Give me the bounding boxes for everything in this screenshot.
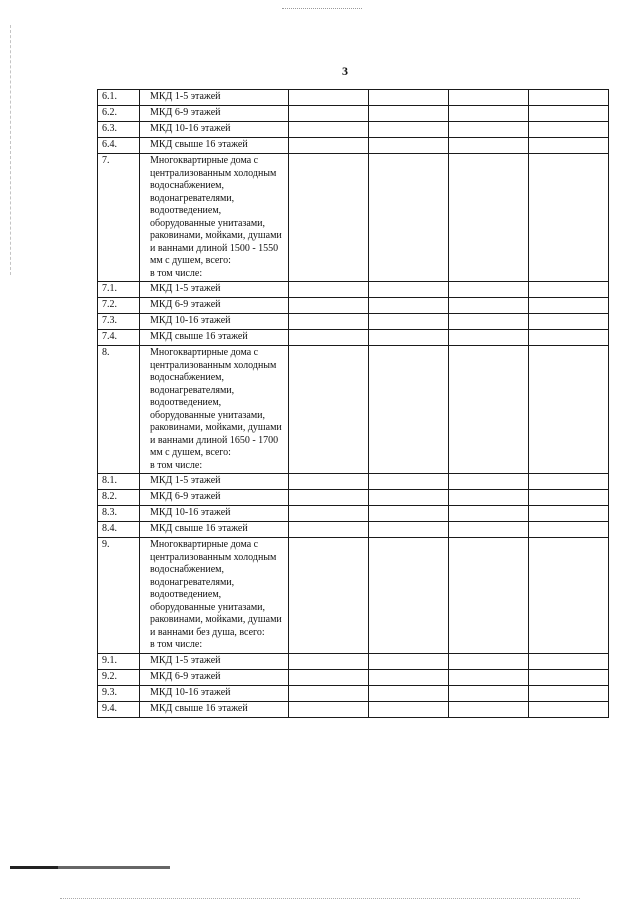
row-number: 7.1. bbox=[98, 282, 140, 298]
value-cell bbox=[289, 685, 369, 701]
table-row bbox=[98, 298, 609, 314]
value-cell bbox=[369, 122, 449, 138]
value-cell bbox=[289, 490, 369, 506]
value-cell bbox=[529, 106, 609, 122]
value-cell bbox=[289, 522, 369, 538]
row-label: МКД свыше 16 этажей bbox=[150, 139, 248, 150]
row-number: 7.4. bbox=[98, 330, 140, 346]
table-row bbox=[98, 474, 609, 490]
value-cell bbox=[449, 685, 529, 701]
row-number: 6.2. bbox=[98, 106, 140, 122]
value-cell bbox=[529, 506, 609, 522]
row-description bbox=[140, 474, 289, 490]
value-cell bbox=[449, 106, 529, 122]
scan-artifact-bottom bbox=[10, 866, 170, 869]
row-number: 9.2. bbox=[98, 669, 140, 685]
value-cell bbox=[449, 701, 529, 717]
value-cell bbox=[529, 138, 609, 154]
table-row bbox=[98, 685, 609, 701]
row-description bbox=[140, 506, 289, 522]
row-number: 6.4. bbox=[98, 138, 140, 154]
table-row bbox=[98, 154, 609, 282]
table-row bbox=[98, 490, 609, 506]
row-number: 7.2. bbox=[98, 298, 140, 314]
value-cell bbox=[529, 669, 609, 685]
value-cell bbox=[289, 330, 369, 346]
value-cell bbox=[449, 538, 529, 654]
table-row bbox=[98, 330, 609, 346]
value-cell bbox=[449, 474, 529, 490]
value-cell bbox=[289, 538, 369, 654]
row-description bbox=[140, 330, 289, 346]
table-row bbox=[98, 701, 609, 717]
value-cell bbox=[529, 122, 609, 138]
scan-artifact-left bbox=[10, 25, 12, 275]
row-description bbox=[140, 653, 289, 669]
value-cell bbox=[449, 282, 529, 298]
value-cell bbox=[289, 474, 369, 490]
value-cell bbox=[289, 282, 369, 298]
value-cell bbox=[529, 490, 609, 506]
table-row bbox=[98, 522, 609, 538]
row-number: 8.3. bbox=[98, 506, 140, 522]
row-number: 8.2. bbox=[98, 490, 140, 506]
value-cell bbox=[529, 653, 609, 669]
value-cell bbox=[449, 653, 529, 669]
row-description bbox=[140, 138, 289, 154]
table-row bbox=[98, 138, 609, 154]
value-cell bbox=[449, 154, 529, 282]
row-note: в том числе: bbox=[150, 459, 203, 471]
row-description bbox=[140, 298, 289, 314]
value-cell bbox=[289, 506, 369, 522]
table-row bbox=[98, 346, 609, 474]
row-description bbox=[140, 314, 289, 330]
row-number: 6.1. bbox=[98, 90, 140, 106]
value-cell bbox=[369, 701, 449, 717]
value-cell bbox=[369, 653, 449, 669]
value-cell bbox=[529, 538, 609, 654]
value-cell bbox=[289, 669, 369, 685]
value-cell bbox=[449, 122, 529, 138]
scan-artifact-top bbox=[282, 8, 362, 11]
row-description bbox=[140, 685, 289, 701]
row-label: МКД свыше 16 этажей bbox=[150, 702, 248, 714]
row-number: 9.1. bbox=[98, 653, 140, 669]
value-cell bbox=[369, 490, 449, 506]
value-cell bbox=[529, 298, 609, 314]
row-number: 7.3. bbox=[98, 314, 140, 330]
value-cell bbox=[369, 90, 449, 106]
table-row bbox=[98, 106, 609, 122]
value-cell bbox=[529, 90, 609, 106]
value-cell bbox=[369, 154, 449, 282]
value-cell bbox=[369, 298, 449, 314]
value-cell bbox=[529, 330, 609, 346]
row-description bbox=[140, 538, 289, 654]
value-cell bbox=[369, 522, 449, 538]
row-note: в том числе: bbox=[150, 267, 203, 279]
row-number: 9.4. bbox=[98, 701, 140, 717]
row-label: Многоквартирные дома с централизованным холодным водоснабжением, водонагревателями, водоотведением, оборудованные унитазами, раковинами, мойками, душами и ваннами без душа, всего: bbox=[150, 539, 282, 638]
row-label: Многоквартирные дома с централизованным холодным водоснабжением, водонагревателями, водоотведением, оборудованные унитазами, раковинами, мойками, душами и ваннами длиной 1500 - 1550 мм с душем, всего: bbox=[150, 155, 282, 266]
page-number: 3 bbox=[342, 64, 348, 78]
value-cell bbox=[449, 346, 529, 474]
table-row bbox=[98, 669, 609, 685]
row-label: МКД 1-5 этажей bbox=[150, 475, 221, 486]
value-cell bbox=[449, 330, 529, 346]
value-cell bbox=[289, 653, 369, 669]
value-cell bbox=[529, 282, 609, 298]
row-number: 8.1. bbox=[98, 474, 140, 490]
scan-artifact-footer bbox=[60, 898, 580, 899]
table-row bbox=[98, 506, 609, 522]
row-description bbox=[140, 669, 289, 685]
value-cell bbox=[449, 506, 529, 522]
value-cell bbox=[369, 506, 449, 522]
table-row bbox=[98, 282, 609, 298]
value-cell bbox=[289, 314, 369, 330]
value-cell bbox=[449, 90, 529, 106]
value-cell bbox=[449, 522, 529, 538]
value-cell bbox=[289, 138, 369, 154]
value-cell bbox=[449, 669, 529, 685]
value-cell bbox=[529, 314, 609, 330]
row-label: МКД 6-9 этажей bbox=[150, 670, 221, 682]
housing-category-table bbox=[97, 89, 609, 718]
value-cell bbox=[289, 346, 369, 474]
row-description bbox=[140, 490, 289, 506]
row-number: 6.3. bbox=[98, 122, 140, 138]
value-cell bbox=[449, 298, 529, 314]
value-cell bbox=[289, 122, 369, 138]
row-label: МКД 6-9 этажей bbox=[150, 107, 221, 118]
value-cell bbox=[369, 138, 449, 154]
row-label: МКД 1-5 этажей bbox=[150, 654, 221, 666]
value-cell bbox=[369, 669, 449, 685]
value-cell bbox=[369, 685, 449, 701]
row-description bbox=[140, 701, 289, 717]
value-cell bbox=[369, 330, 449, 346]
value-cell bbox=[369, 314, 449, 330]
row-number: 9.3. bbox=[98, 685, 140, 701]
row-description bbox=[140, 106, 289, 122]
row-label: МКД 1-5 этажей bbox=[150, 91, 221, 102]
row-number: 7. bbox=[98, 154, 140, 282]
value-cell bbox=[289, 701, 369, 717]
value-cell bbox=[369, 106, 449, 122]
row-label: МКД 6-9 этажей bbox=[150, 491, 221, 502]
row-description bbox=[140, 282, 289, 298]
row-description bbox=[140, 90, 289, 106]
value-cell bbox=[369, 474, 449, 490]
row-description bbox=[140, 346, 289, 474]
value-cell bbox=[369, 282, 449, 298]
row-label: МКД свыше 16 этажей bbox=[150, 523, 248, 534]
row-label: Многоквартирные дома с централизованным холодным водоснабжением, водонагревателями, водоотведением, оборудованные унитазами, раковинами, мойками, душами и ваннами длиной 1650 - 1700 мм с душем, всего: bbox=[150, 347, 282, 458]
row-label: МКД 10-16 этажей bbox=[150, 123, 231, 134]
value-cell bbox=[289, 298, 369, 314]
row-label: МКД 10-16 этажей bbox=[150, 507, 231, 518]
row-label: МКД 10-16 этажей bbox=[150, 686, 231, 698]
value-cell bbox=[369, 346, 449, 474]
row-description bbox=[140, 122, 289, 138]
value-cell bbox=[529, 701, 609, 717]
value-cell bbox=[289, 106, 369, 122]
row-note: в том числе: bbox=[150, 639, 203, 650]
table-row bbox=[98, 122, 609, 138]
value-cell bbox=[529, 522, 609, 538]
table-row bbox=[98, 90, 609, 106]
value-cell bbox=[529, 154, 609, 282]
row-number: 8. bbox=[98, 346, 140, 474]
value-cell bbox=[529, 346, 609, 474]
table-row bbox=[98, 653, 609, 669]
row-number: 8.4. bbox=[98, 522, 140, 538]
table-row bbox=[98, 314, 609, 330]
row-label: МКД 10-16 этажей bbox=[150, 315, 231, 326]
value-cell bbox=[529, 685, 609, 701]
value-cell bbox=[449, 138, 529, 154]
row-description bbox=[140, 154, 289, 282]
row-label: МКД свыше 16 этажей bbox=[150, 331, 248, 342]
table-body bbox=[98, 90, 609, 718]
value-cell bbox=[529, 474, 609, 490]
table-row bbox=[98, 538, 609, 654]
row-label: МКД 1-5 этажей bbox=[150, 283, 221, 294]
value-cell bbox=[449, 314, 529, 330]
value-cell bbox=[449, 490, 529, 506]
row-number: 9. bbox=[98, 538, 140, 654]
value-cell bbox=[289, 154, 369, 282]
value-cell bbox=[369, 538, 449, 654]
row-label: МКД 6-9 этажей bbox=[150, 299, 221, 310]
row-description bbox=[140, 522, 289, 538]
value-cell bbox=[289, 90, 369, 106]
